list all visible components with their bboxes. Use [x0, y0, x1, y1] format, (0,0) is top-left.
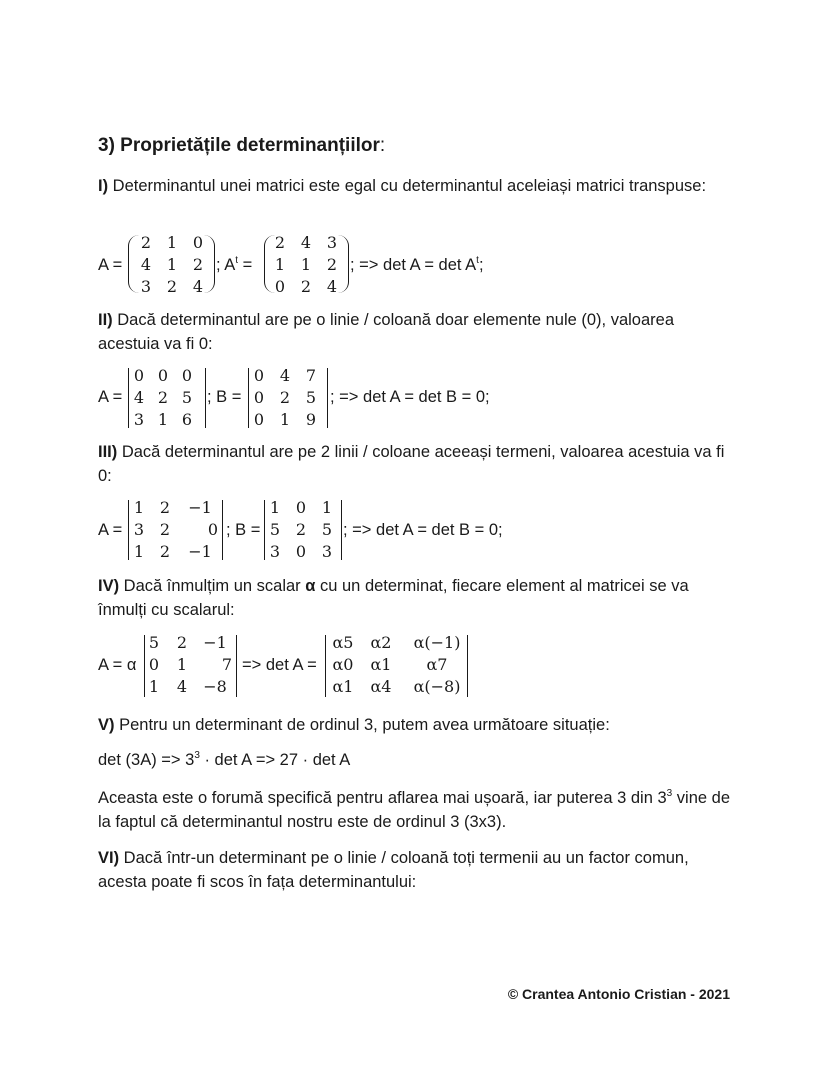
property-2-label: II) [98, 311, 113, 329]
ex1-a-right-paren [204, 235, 215, 293]
property-4-label: IV) [98, 577, 120, 595]
property-6 [98, 846, 738, 894]
cell: 0 [148, 655, 160, 674]
cell: 1 [166, 233, 178, 252]
ex3-a-left-bar [128, 500, 129, 560]
cell: α2 [370, 633, 392, 652]
copyright-footer: © Crantea Antonio Cristian - 2021 [507, 986, 730, 1002]
cell: 2 [166, 277, 178, 296]
cell: α1 [332, 677, 354, 696]
cell: 4 [279, 366, 291, 385]
cell: 5 [148, 633, 160, 652]
property-2-text: Dacă determinantul are pe o linie / coloană doar elemente nule (0), valoarea acestuia va fi 0: [98, 311, 675, 353]
ex3-b-left-bar [264, 500, 265, 560]
ex2-tail: ; => det A = det B = 0; [330, 388, 490, 406]
cell: 2 [274, 233, 286, 252]
property-3-label: III) [98, 443, 118, 461]
ex2-mid: ; B = [207, 388, 242, 406]
property-5-label: V) [98, 716, 115, 734]
ex1-at-right-paren [338, 235, 349, 293]
cell: α(−1) [413, 633, 461, 652]
cell: −1 [188, 542, 212, 561]
cell: 0 [207, 520, 218, 539]
cell: −1 [203, 633, 227, 652]
cell: 5 [321, 520, 333, 539]
cell: 1 [321, 498, 333, 517]
cell: 1 [300, 255, 312, 274]
cell: 0 [253, 410, 265, 429]
formula-post: · det A => 27 · det A [199, 751, 351, 769]
ex2-matrix-a [130, 366, 208, 430]
ex1-lhs: A = [98, 256, 123, 274]
cell: α5 [332, 633, 354, 652]
ex1-mid: ; $A^t$ = [216, 255, 253, 274]
cell: 2 [279, 388, 291, 407]
cell: 1 [166, 255, 178, 274]
ex3-lhs: A = [98, 521, 123, 539]
ex2-b-left-bar [248, 368, 249, 428]
cell: 2 [140, 233, 152, 252]
ex4-b-left-bar [325, 635, 326, 697]
heading-text: 3) Proprietățile determinanțiilor [98, 135, 380, 156]
ex4-matrix-b [328, 633, 468, 699]
ex4-matrix-a [146, 633, 238, 699]
ex1-tail: ; => $\det A = \det A^t$; [350, 255, 484, 274]
cell: 0 [274, 277, 286, 296]
property-6-label: VI) [98, 849, 120, 867]
cell: 2 [295, 520, 307, 539]
cell: 4 [300, 233, 312, 252]
explanation-exponent: 3 [666, 788, 673, 799]
cell: 0 [192, 233, 204, 252]
cell: 3 [133, 410, 145, 429]
property-4-text-post: cu un determinat, fiecare element al matricei se va înmulți cu scalarul: [98, 577, 689, 619]
cell: 7 [305, 366, 317, 385]
cell: 1 [148, 677, 160, 696]
property-4-text-pre: Dacă înmulțim un scalar [119, 577, 306, 595]
cell: 3 [269, 542, 281, 561]
cell: 3 [140, 277, 152, 296]
cell: 1 [176, 655, 188, 674]
property-3-text: Dacă determinantul are pe 2 linii / coloane aceeași termeni, valoarea acestuia va fi 0: [98, 443, 725, 485]
ex4-a-left-bar [144, 635, 145, 697]
cell: 0 [253, 388, 265, 407]
cell: 4 [176, 677, 188, 696]
alpha-symbol: α [305, 577, 316, 595]
cell: 2 [326, 255, 338, 274]
cell: 4 [326, 277, 338, 296]
ex2-lhs: A = [98, 388, 123, 406]
heading-colon: : [379, 135, 386, 156]
cell: α0 [332, 655, 354, 674]
property-2 [98, 308, 738, 356]
ex4-mid: => det A = [242, 656, 317, 674]
cell: α(−8) [413, 677, 461, 696]
cell: 4 [133, 388, 145, 407]
explanation-pre: Aceasta este o forumă specifică pentru aflarea mai ușoară, iar puterea 3 din 3 [98, 789, 667, 807]
cell: −1 [188, 498, 212, 517]
ex3-mid: ; B = [226, 521, 261, 539]
formula-line [98, 748, 738, 772]
cell: 0 [133, 366, 145, 385]
ex1-matrix-a [136, 233, 214, 297]
cell: α4 [370, 677, 392, 696]
ex2-matrix-b [250, 366, 328, 430]
cell: 4 [140, 255, 152, 274]
cell: 0 [295, 498, 307, 517]
formula-exponent: 3 [194, 750, 200, 761]
ex4-b-right-bar [467, 635, 468, 697]
ex2-a-right-bar [205, 368, 206, 428]
cell: 3 [326, 233, 338, 252]
cell: 2 [192, 255, 204, 274]
cell: 2 [159, 520, 171, 539]
cell: 2 [157, 388, 169, 407]
ex3-matrix-b [266, 498, 344, 562]
cell: 0 [253, 366, 265, 385]
ex2-a-left-bar [128, 368, 129, 428]
ex3-a-right-bar [222, 500, 223, 560]
ex4-lhs: A = α [98, 656, 137, 674]
explanation-paragraph [98, 786, 738, 834]
cell: 0 [295, 542, 307, 561]
cell: 9 [305, 410, 317, 429]
explanation-post: vine de la faptul că determinantul nostru este de ordinul 3 (3x3). [98, 789, 731, 831]
cell: 0 [181, 366, 193, 385]
ex3-tail: ; => det A = det B = 0; [343, 521, 503, 539]
cell: 1 [274, 255, 286, 274]
section-heading [98, 135, 385, 157]
ex1-matrix-at [270, 233, 348, 297]
cell: α7 [426, 655, 448, 674]
property-6-text: Dacă într-un determinant pe o linie / coloană toți termenii au un factor comun, acesta poate fi scos în fața determinantului: [98, 849, 689, 891]
property-1 [98, 174, 738, 198]
cell: 2 [300, 277, 312, 296]
property-3 [98, 440, 738, 488]
property-4 [98, 574, 738, 622]
cell: 3 [321, 542, 333, 561]
ex3-matrix-a [130, 498, 222, 562]
cell: 1 [269, 498, 281, 517]
cell: 5 [269, 520, 281, 539]
ex3-b-right-bar [341, 500, 342, 560]
property-1-label: I) [98, 177, 109, 195]
cell: 1 [157, 410, 169, 429]
cell: 4 [192, 277, 204, 296]
formula-pre: det (3A) => 3 [98, 751, 195, 769]
cell: 0 [157, 366, 169, 385]
cell: 7 [221, 655, 232, 674]
cell: 2 [159, 542, 171, 561]
property-5-text: Pentru un determinant de ordinul 3, putem avea următoare situație: [114, 716, 610, 734]
ex2-b-right-bar [327, 368, 328, 428]
property-5 [98, 713, 738, 737]
cell: −8 [203, 677, 227, 696]
cell: α1 [370, 655, 392, 674]
property-1-text: Determinantul unei matrici este egal cu determinantul aceleiași matrici transpuse: [108, 177, 707, 195]
cell: 2 [176, 633, 188, 652]
cell: 1 [133, 498, 145, 517]
cell: 1 [279, 410, 291, 429]
cell: 2 [159, 498, 171, 517]
cell: 6 [181, 410, 193, 429]
cell: 5 [181, 388, 193, 407]
cell: 3 [133, 520, 145, 539]
cell: 1 [133, 542, 145, 561]
ex4-a-right-bar [236, 635, 237, 697]
cell: 5 [305, 388, 317, 407]
